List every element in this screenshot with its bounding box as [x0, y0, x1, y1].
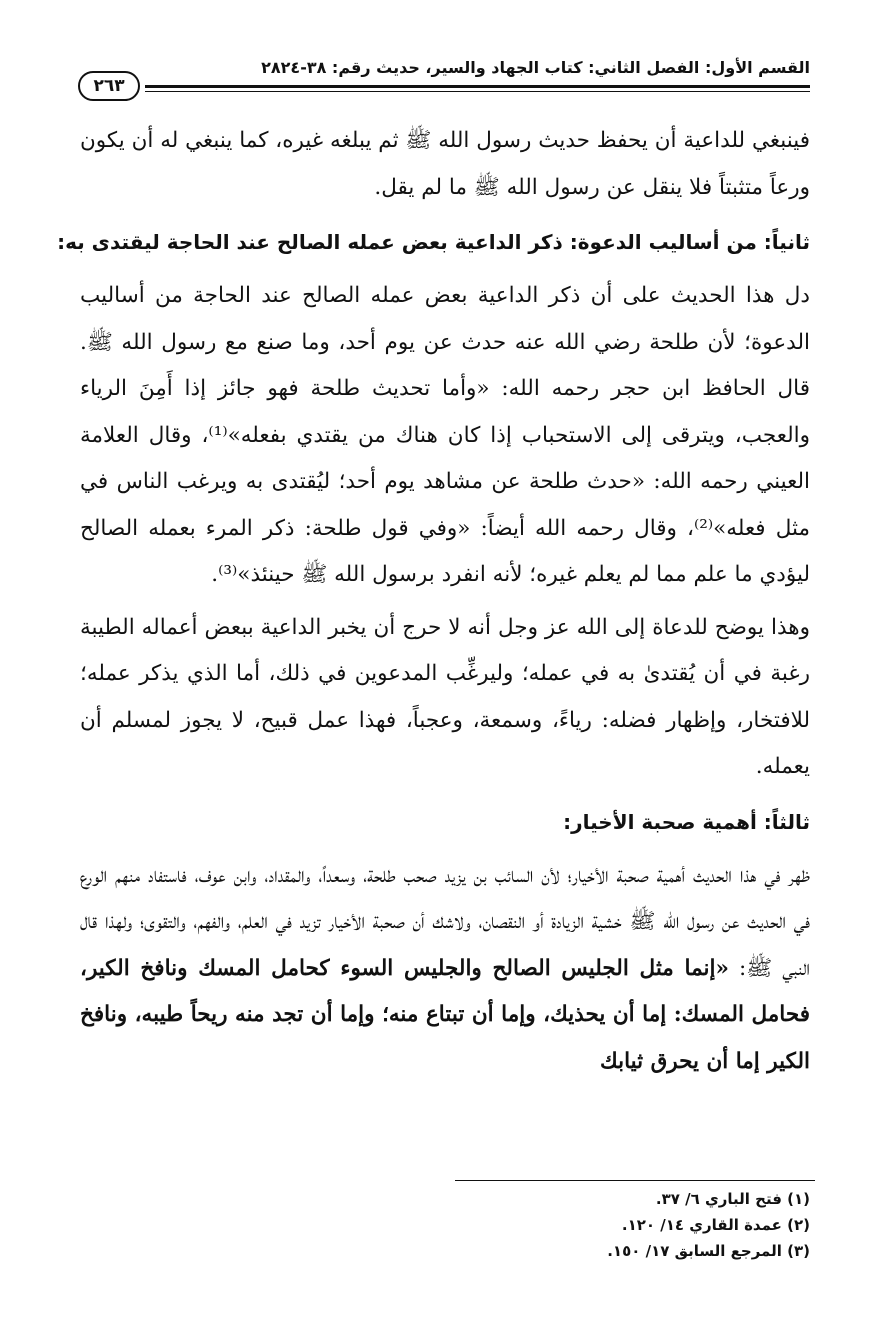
- paragraph-2: دل هذا الحديث على أن ذكر الداعية بعض عمله الصالح عند الحاجة من أساليب الدعوة؛ لأن طلحة رضي الله عنه حدث عن يوم أحد، وما صنع مع رسول الله ﷺ. قال الحافظ ابن حجر رحمه الله: «وأما تحديث طلحة فهو جائز إذا أَمِنَ الرياء والعجب، ويترقى إلى الاستحباب إذا كان هناك من يقتدي بفعله»⁽¹⁾، وقال العلامة العيني رحمه الله: «حدث طلحة عن مشاهد يوم أحد؛ ليُقتدى به ويرغب الناس في مثل فعله»⁽²⁾، وقال رحمه الله أيضاً: «وفي قول طلحة: ذكر المرء بعمله الصالح ليؤدي ما علم مما لم يعلم غيره؛ لأنه انفرد برسول الله ﷺ حينئذ»⁽³⁾.: [80, 283, 810, 587]
- paragraph-4: [80, 853, 810, 1086]
- hadith-quote: «إنما مثل الجليس الصالح والجليس السوء كحامل المسك ونافخ الكير، فحامل المسك: إما أن يحذيك، وإما أن تبتاع منه؛ وإما أن تجد منه ريحاً طيبه، ونافخ الكير إما أن يحرق ثيابك: [80, 955, 810, 1074]
- section-heading-2: ثانياً: من أساليب الدعوة: ذكر الداعية بعض عمله الصالح عند الحاجة ليقتدى به:: [57, 230, 810, 254]
- paragraph-1: فينبغي للداعية أن يحفظ حديث رسول الله ﷺ ثم يبلغه غيره، كما ينبغي له أن يكون ورعاً متثبتاً فلا ينقل عن رسول الله ﷺ ما لم يقل.: [80, 128, 810, 200]
- footnotes: [70, 1186, 810, 1264]
- paragraph-4-text: ظهر في هذا الحديث أهمية صحبة الأخيار؛ لأن السائب بن يزيد صحب طلحة، وسعداً، والمقداد، وابن عوف، فاستفاد منهم الورع في الحديث عن رسول الله ﷺ خشية الزيادة أو النقصان، ولاشك أن صحبة الأخيار تزيد في العلم، والفهم، والتقوى؛ ولهذا قال النبي ﷺ:: [80, 862, 810, 981]
- page-number: ٢٦٣: [78, 71, 140, 101]
- footnote-1: (١) فتح الباري ٦/ ٣٧.: [655, 1190, 810, 1208]
- main-text: [57, 118, 810, 1085]
- footnote-3: (٣) المرجع السابق ١٧/ ١٥٠.: [607, 1242, 810, 1260]
- section-heading-3: ثالثاً: أهمية صحبة الأخيار:: [563, 809, 810, 834]
- header-rule: [145, 85, 810, 88]
- paragraph-3: وهذا يوضح للدعاة إلى الله عز وجل أنه لا حرج أن يخبر الداعية ببعض أعماله الطيبة رغبة في أن يُقتدىٰ به في عمله؛ وليرغِّب المدعوين في ذلك، أما الذي يذكر عمله؛ للافتخار، وإظهار فضله: رياءً، وسمعة، وعجباً، فهذا عمل قبيح، لا يجوز لمسلم أن يعمله.: [80, 614, 810, 779]
- header-rule-thin: [145, 91, 810, 92]
- footnote-2: (٢) عمدة القاري ١٤/ ١٢٠.: [621, 1216, 810, 1234]
- running-header: القسم الأول: الفصل الثاني: كتاب الجهاد والسير، حديث رقم: ٣٨-٢٨٢٤: [261, 58, 810, 77]
- footnote-separator: [455, 1180, 815, 1181]
